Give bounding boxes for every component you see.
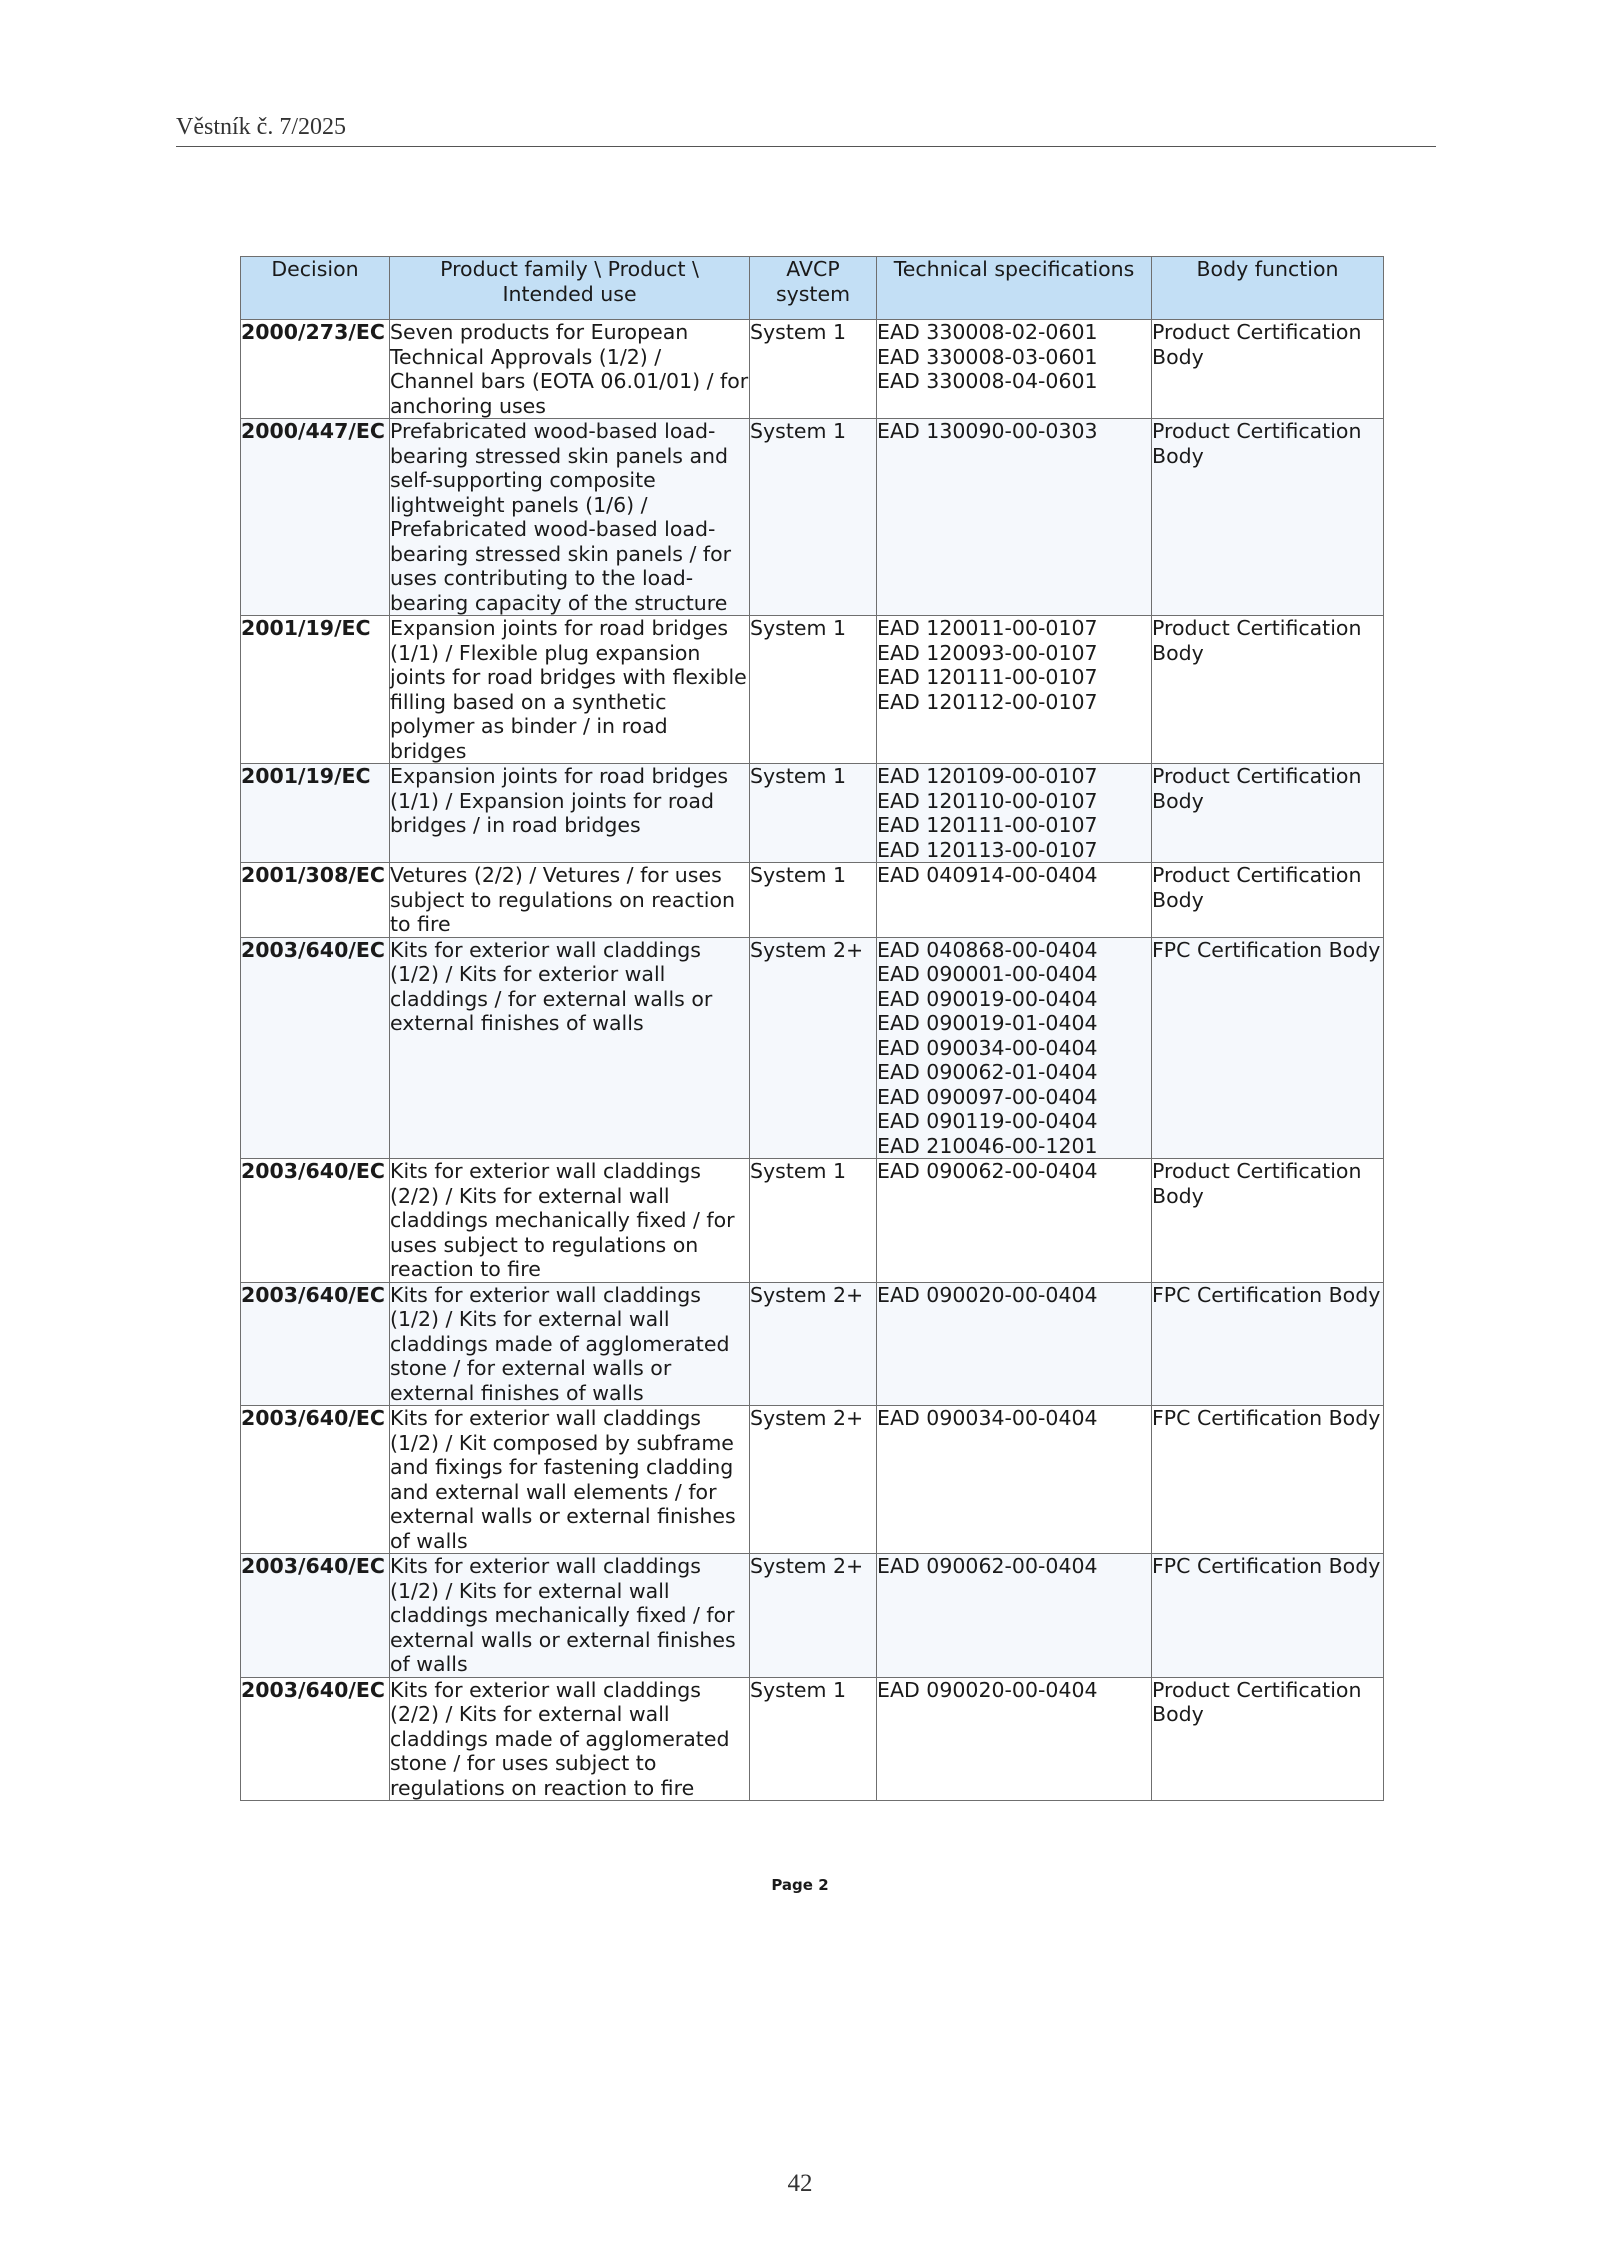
table-row	[241, 1282, 1384, 1406]
product-cell: Prefabricated wood-based load-bearing stressed skin panels and self-supporting composite lightweight panels (1/6) / Prefabricated wood-based load-bearing stressed skin panels / for uses contributing to the load-bearing capacity of the structure	[390, 419, 750, 616]
decision-cell: 2001/308/EC	[241, 863, 390, 938]
spec-code: EAD 090019-01-0404	[877, 1011, 1098, 1035]
avcp-cell: System 1	[750, 616, 877, 764]
avcp-cell: System 2+	[750, 1282, 877, 1406]
spec-code: EAD 210046-00-1201	[877, 1133, 1098, 1158]
decision-cell: 2003/640/EC	[241, 937, 390, 1159]
avcp-cell: System 1	[750, 1677, 877, 1801]
avcp-cell: System 2+	[750, 1406, 877, 1554]
spec-code: EAD 120093-00-0107	[877, 640, 1098, 665]
avcp-cell: System 1	[750, 419, 877, 616]
table-row	[241, 764, 1384, 863]
spec-code: EAD 040914-00-0404	[877, 863, 1098, 887]
spec-code: EAD 120112-00-0107	[877, 689, 1098, 714]
body-function-cell: Product Certification Body	[1152, 1677, 1384, 1801]
specs-cell	[877, 419, 1152, 616]
avcp-cell: System 2+	[750, 937, 877, 1159]
spec-code: EAD 090020-00-0404	[877, 1677, 1098, 1702]
spec-code: EAD 040868-00-0404	[877, 937, 1098, 962]
column-header-avcp: AVCP system	[750, 257, 877, 320]
body-function-cell: FPC Certification Body	[1152, 1406, 1384, 1554]
specs-cell	[877, 1406, 1152, 1554]
product-cell: Kits for exterior wall claddings (1/2) / Kits for external wall claddings made of agglomerated stone / for external walls or external finishes of walls	[390, 1282, 750, 1406]
table-row	[241, 937, 1384, 1159]
spec-code: EAD 090020-00-0404	[877, 1282, 1098, 1307]
column-header-product: Product family \ Product \ Intended use	[390, 257, 750, 320]
avcp-cell: System 1	[750, 1159, 877, 1283]
journal-title: Věstník č. 7/2025	[176, 114, 346, 140]
table-row	[241, 1159, 1384, 1283]
spec-code: EAD 090119-00-0404	[877, 1109, 1098, 1133]
body-function-cell: FPC Certification Body	[1152, 1554, 1384, 1678]
spec-code: EAD 090062-00-0404	[877, 1159, 1098, 1183]
spec-code: EAD 120111-00-0107	[877, 665, 1098, 689]
spec-code: EAD 120109-00-0107	[877, 764, 1098, 788]
avcp-cell: System 1	[750, 320, 877, 419]
product-cell: Expansion joints for road bridges (1/1) / Expansion joints for road bridges / in road bridges	[390, 764, 750, 863]
specs-cell	[877, 1677, 1152, 1801]
specs-cell	[877, 1159, 1152, 1283]
spec-code: EAD 090019-00-0404	[877, 986, 1098, 1011]
spec-code: EAD 120113-00-0107	[877, 837, 1098, 862]
spec-code: EAD 330008-02-0601	[877, 320, 1098, 344]
spec-code: EAD 090001-00-0404	[877, 962, 1098, 986]
specs-cell	[877, 1554, 1152, 1678]
inner-page-label: Page 2	[771, 1876, 829, 1894]
decision-cell: 2003/640/EC	[241, 1406, 390, 1554]
body-function-cell: Product Certification Body	[1152, 616, 1384, 764]
column-header-specs: Technical specifications	[877, 257, 1152, 320]
table-row	[241, 1406, 1384, 1554]
decision-cell: 2003/640/EC	[241, 1677, 390, 1801]
product-cell: Expansion joints for road bridges (1/1) / Flexible plug expansion joints for road bridges with flexible filling based on a synthetic polymer as binder / in road bridges	[390, 616, 750, 764]
spec-code: EAD 120111-00-0107	[877, 813, 1098, 837]
product-cell: Kits for exterior wall claddings (1/2) / Kits for external wall claddings mechanically fixed / for external walls or external finishes of walls	[390, 1554, 750, 1678]
specs-cell	[877, 320, 1152, 419]
table-row	[241, 1554, 1384, 1678]
specs-cell	[877, 863, 1152, 938]
spec-code: EAD 120110-00-0107	[877, 788, 1098, 813]
product-cell: Seven products for European Technical Approvals (1/2) / Channel bars (EOTA 06.01/01) / for anchoring uses	[390, 320, 749, 418]
table-row	[241, 1677, 1384, 1801]
spec-code: EAD 330008-04-0601	[877, 369, 1098, 393]
specs-cell	[877, 616, 1152, 764]
spec-code: EAD 090062-01-0404	[877, 1060, 1098, 1084]
spec-code: EAD 090097-00-0404	[877, 1084, 1098, 1109]
body-function-cell: Product Certification Body	[1152, 1159, 1384, 1283]
spec-code: EAD 120011-00-0107	[877, 616, 1098, 640]
decision-cell: 2001/19/EC	[241, 764, 390, 863]
body-function-cell: Product Certification Body	[1152, 863, 1384, 938]
table-row	[241, 616, 1384, 764]
avcp-cell: System 2+	[750, 1554, 877, 1678]
avcp-cell: System 1	[750, 863, 877, 938]
product-cell: Kits for exterior wall claddings (2/2) / Kits for external wall claddings mechanically fixed / for uses subject to regulations on reaction to fire	[390, 1159, 750, 1283]
table-row	[241, 863, 1384, 938]
body-function-cell: Product Certification Body	[1152, 419, 1384, 616]
decision-cell: 2001/19/EC	[241, 616, 390, 764]
decision-cell: 2000/447/EC	[241, 419, 390, 616]
table-header-row	[241, 257, 1384, 320]
spec-code: EAD 330008-03-0601	[877, 344, 1098, 369]
specs-cell	[877, 937, 1152, 1159]
column-header-body: Body function	[1152, 257, 1384, 320]
decision-cell: 2003/640/EC	[241, 1282, 390, 1406]
running-header	[176, 112, 1436, 147]
body-function-cell: Product Certification Body	[1152, 320, 1384, 419]
product-cell: Kits for exterior wall claddings (2/2) / Kits for external wall claddings made of agglomerated stone / for uses subject to regulations on reaction to fire	[390, 1677, 750, 1801]
spec-code: EAD 090034-00-0404	[877, 1406, 1098, 1430]
product-cell: Vetures (2/2) / Vetures / for uses subject to regulations on reaction to fire	[390, 863, 750, 938]
spec-code: EAD 090062-00-0404	[877, 1554, 1098, 1578]
specs-cell	[877, 764, 1152, 863]
decision-cell: 2003/640/EC	[241, 1159, 390, 1283]
spec-code: EAD 130090-00-0303	[877, 419, 1098, 443]
certification-table	[240, 256, 1384, 1801]
body-function-cell: FPC Certification Body	[1152, 1282, 1384, 1406]
specs-cell	[877, 1282, 1152, 1406]
body-function-cell: Product Certification Body	[1152, 764, 1384, 863]
page-number: 42	[787, 2170, 813, 2197]
spec-code: EAD 090034-00-0404	[877, 1035, 1098, 1060]
column-header-decision: Decision	[241, 257, 390, 320]
product-cell: Kits for exterior wall claddings (1/2) / Kit composed by subframe and fixings for fastening cladding and external wall elements / for external walls or external finishes of walls	[390, 1406, 750, 1554]
decision-cell: 2000/273/EC	[241, 320, 390, 419]
table-row	[241, 419, 1384, 616]
table-body	[241, 320, 1384, 1801]
product-cell: Kits for exterior wall claddings (1/2) / Kits for exterior wall claddings / for external walls or external finishes of walls	[390, 937, 750, 1159]
body-function-cell: FPC Certification Body	[1152, 937, 1384, 1159]
avcp-cell: System 1	[750, 764, 877, 863]
decision-cell: 2003/640/EC	[241, 1554, 390, 1678]
table-row	[241, 320, 1384, 419]
